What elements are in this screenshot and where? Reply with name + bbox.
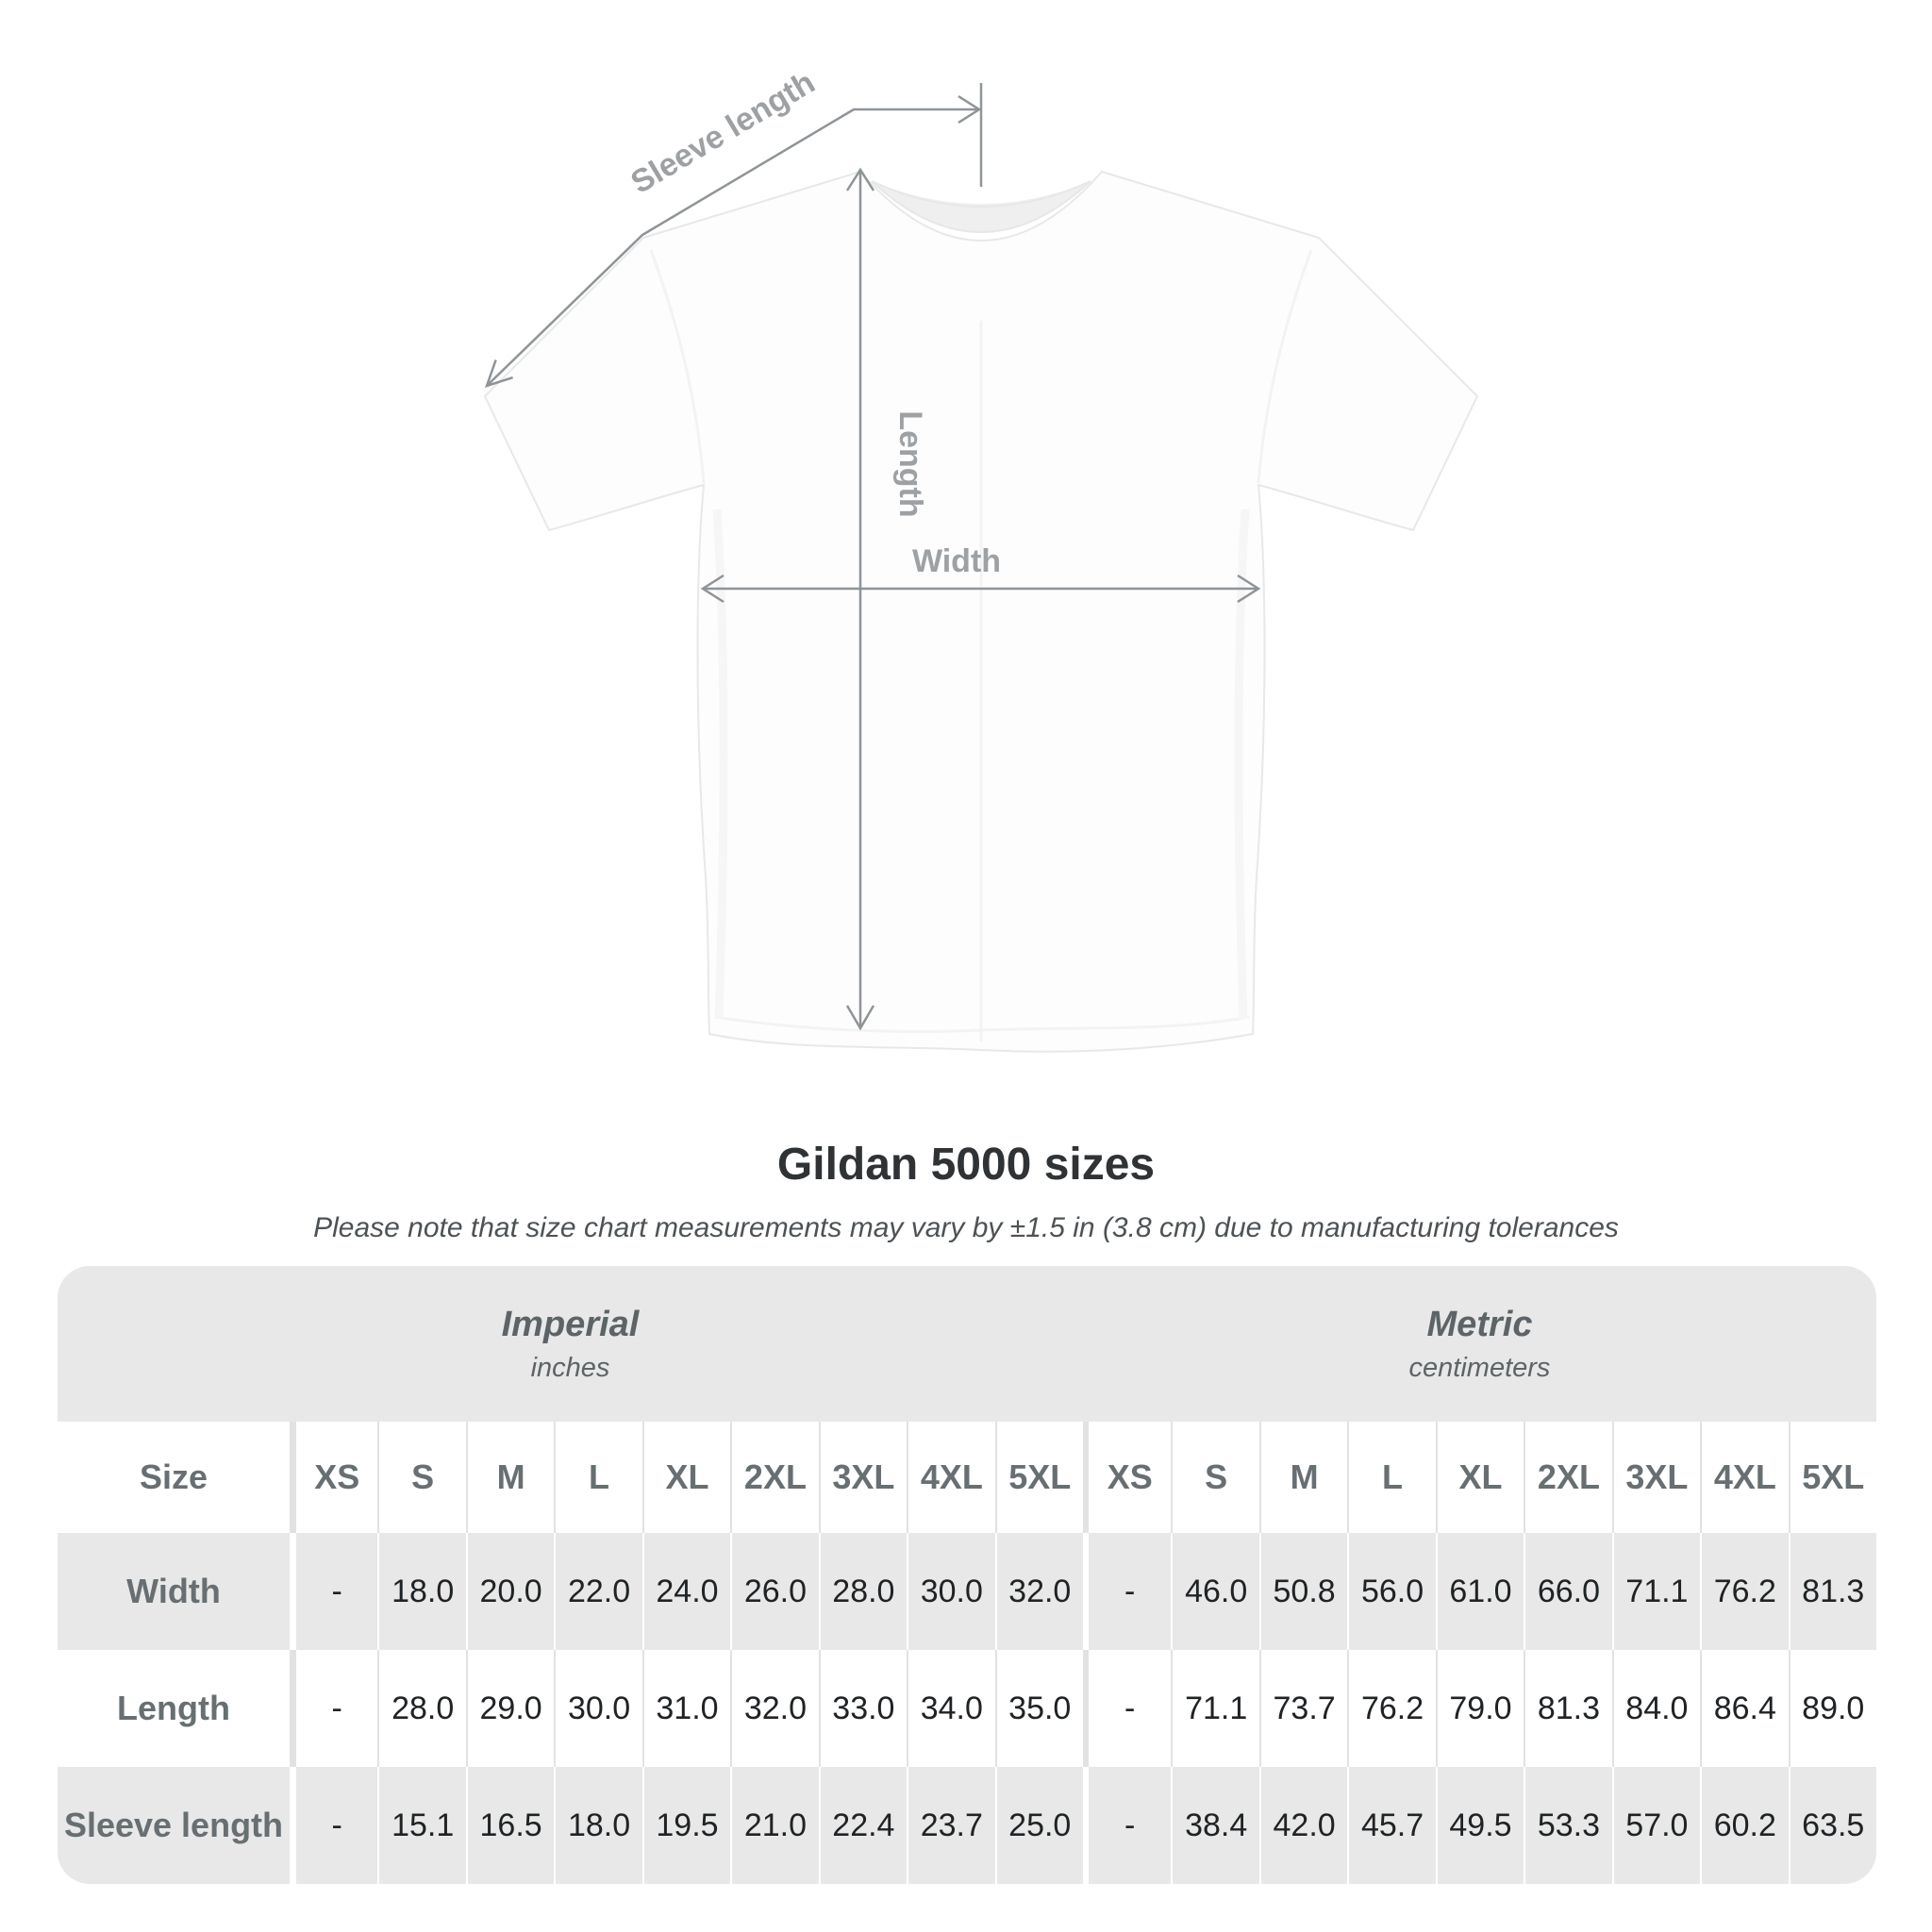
metric-unit-label: centimeters — [1408, 1352, 1551, 1383]
table-cell: 21.0 — [730, 1767, 818, 1884]
table-cell: 32.0 — [995, 1533, 1083, 1650]
col-header-metric-3xl: 3XL — [1612, 1422, 1700, 1533]
length-label: Length — [892, 410, 928, 518]
metric-group-header — [1083, 1266, 1876, 1422]
col-header-metric-xs: XS — [1083, 1422, 1171, 1533]
table-cell: 18.0 — [554, 1767, 641, 1884]
table-cell: - — [290, 1533, 377, 1650]
table-cell: 25.0 — [995, 1767, 1083, 1884]
table-cell: 81.3 — [1524, 1650, 1611, 1767]
col-header-imperial-5xl: 5XL — [995, 1422, 1083, 1533]
col-header-metric-s: S — [1171, 1422, 1258, 1533]
page-title: Gildan 5000 sizes — [776, 1140, 1156, 1190]
table-cell: 42.0 — [1259, 1767, 1347, 1884]
size-table — [58, 1266, 1876, 1884]
col-header-metric-l: L — [1347, 1422, 1435, 1533]
table-cell: 30.0 — [907, 1533, 994, 1650]
table-cell: 76.2 — [1700, 1533, 1788, 1650]
table-cell: 50.8 — [1259, 1533, 1347, 1650]
col-header-metric-xl: XL — [1436, 1422, 1524, 1533]
table-cell: 84.0 — [1612, 1650, 1700, 1767]
table-cell: 28.0 — [377, 1650, 465, 1767]
col-header-imperial-2xl: 2XL — [730, 1422, 818, 1533]
size-col-header: Size — [139, 1457, 208, 1496]
row-label-length: Length — [117, 1689, 230, 1727]
table-cell: 34.0 — [907, 1650, 994, 1767]
col-header-imperial-xs: XS — [290, 1422, 377, 1533]
table-cell: 76.2 — [1347, 1650, 1435, 1767]
table-cell: 61.0 — [1436, 1533, 1524, 1650]
table-cell: - — [1083, 1767, 1171, 1884]
row-label-width: Width — [126, 1572, 221, 1610]
table-cell: 38.4 — [1171, 1767, 1258, 1884]
imperial-unit-label: inches — [530, 1352, 610, 1383]
table-cell: 86.4 — [1700, 1650, 1788, 1767]
table-cell: 20.0 — [466, 1533, 554, 1650]
table-cell: 49.5 — [1436, 1767, 1524, 1884]
col-header-imperial-4xl: 4XL — [907, 1422, 994, 1533]
metric-label: Metric — [1426, 1304, 1533, 1344]
table-row-length — [58, 1650, 1876, 1767]
unit-group-row — [58, 1266, 1876, 1422]
table-cell: 53.3 — [1524, 1767, 1611, 1884]
table-cell: 18.0 — [377, 1533, 465, 1650]
table-cell: 60.2 — [1700, 1767, 1788, 1884]
table-cell: 71.1 — [1171, 1650, 1258, 1767]
table-cell: 63.5 — [1789, 1767, 1876, 1884]
table-cell: - — [1083, 1650, 1171, 1767]
table-cell: - — [1083, 1533, 1171, 1650]
table-cell: 45.7 — [1347, 1767, 1435, 1884]
table-cell: 16.5 — [466, 1767, 554, 1884]
col-header-imperial-l: L — [554, 1422, 641, 1533]
col-header-imperial-3xl: 3XL — [819, 1422, 907, 1533]
sleeve-length-label: Sleeve length — [625, 64, 822, 201]
col-header-imperial-s: S — [377, 1422, 465, 1533]
table-cell: 15.1 — [377, 1767, 465, 1884]
size-header-row — [58, 1422, 1876, 1533]
table-cell: 28.0 — [819, 1533, 907, 1650]
table-cell: 89.0 — [1789, 1650, 1876, 1767]
table-cell: 66.0 — [1524, 1533, 1611, 1650]
col-header-metric-4xl: 4XL — [1700, 1422, 1788, 1533]
col-header-imperial-xl: XL — [642, 1422, 730, 1533]
col-header-metric-m: M — [1259, 1422, 1347, 1533]
table-cell: 33.0 — [819, 1650, 907, 1767]
row-label-sleeve-length: Sleeve length — [63, 1806, 284, 1844]
tshirt-image — [485, 172, 1477, 1052]
table-cell: 79.0 — [1436, 1650, 1524, 1767]
table-cell: 22.0 — [554, 1533, 641, 1650]
table-cell: - — [290, 1650, 377, 1767]
table-cell: 32.0 — [730, 1650, 818, 1767]
table-cell: 81.3 — [1789, 1533, 1876, 1650]
table-cell: - — [290, 1767, 377, 1884]
page-subtitle: Please note that size chart measurements may vary by ±1.5 in (3.8 cm) due to manufacturing tolerances — [313, 1212, 1619, 1243]
table-cell: 46.0 — [1171, 1533, 1258, 1650]
table-cell: 24.0 — [642, 1533, 730, 1650]
table-cell: 26.0 — [730, 1533, 818, 1650]
table-cell: 57.0 — [1612, 1767, 1700, 1884]
imperial-label: Imperial — [501, 1304, 640, 1344]
width-label: Width — [911, 543, 1002, 579]
col-header-imperial-m: M — [466, 1422, 554, 1533]
table-cell: 19.5 — [642, 1767, 730, 1884]
table-cell: 35.0 — [995, 1650, 1083, 1767]
table-cell: 22.4 — [819, 1767, 907, 1884]
table-cell: 71.1 — [1612, 1533, 1700, 1650]
table-cell: 23.7 — [907, 1767, 994, 1884]
table-cell: 56.0 — [1347, 1533, 1435, 1650]
col-header-metric-5xl: 5XL — [1789, 1422, 1876, 1533]
table-row-sleeve-length — [58, 1767, 1876, 1884]
col-header-metric-2xl: 2XL — [1524, 1422, 1611, 1533]
table-cell: 29.0 — [466, 1650, 554, 1767]
table-cell: 73.7 — [1259, 1650, 1347, 1767]
table-row-width — [58, 1533, 1876, 1650]
table-cell: 31.0 — [642, 1650, 730, 1767]
table-cell: 30.0 — [554, 1650, 641, 1767]
imperial-group-header — [58, 1266, 1083, 1422]
